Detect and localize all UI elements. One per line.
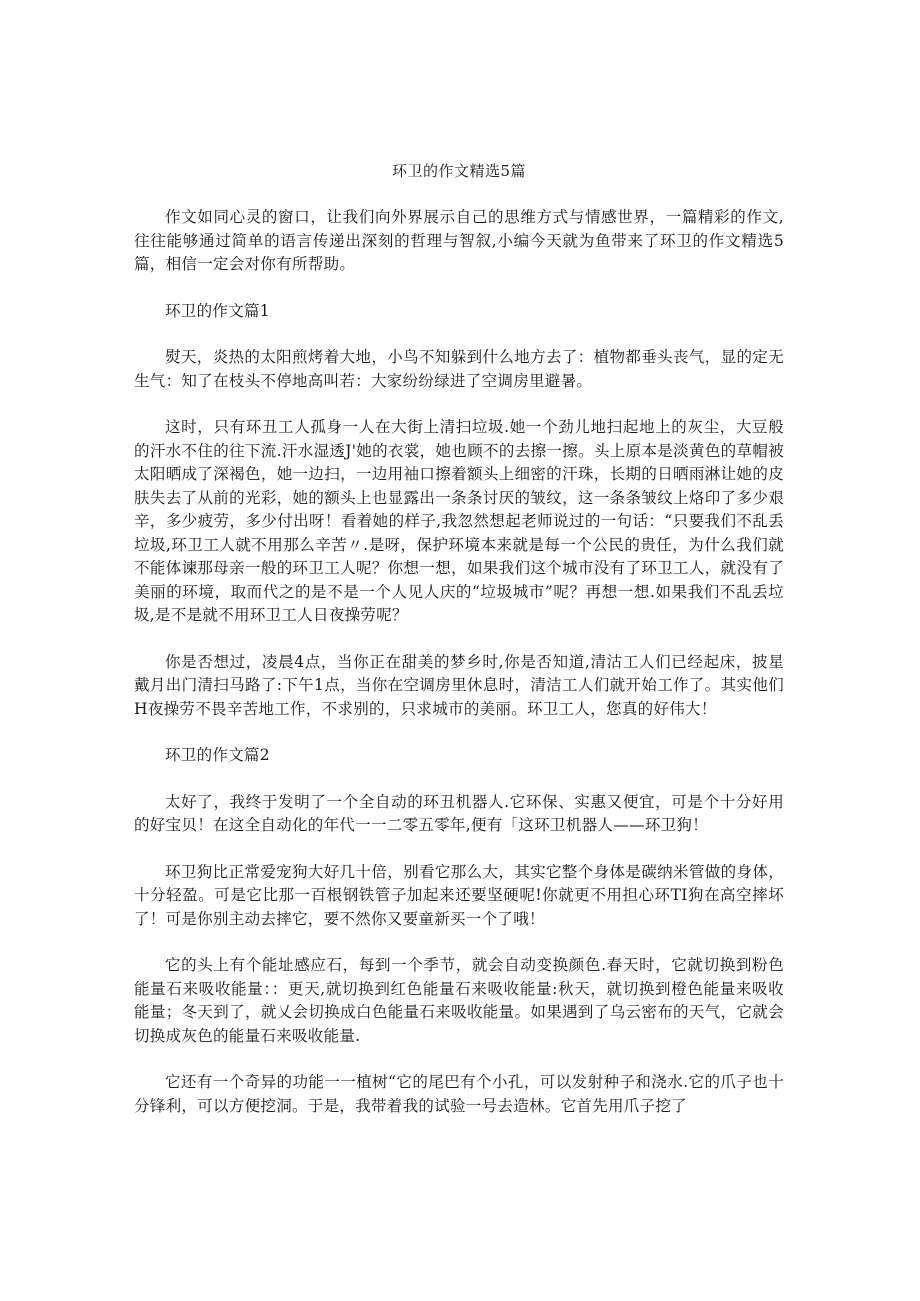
section-2-paragraph-1: 太好了，我终于发明了一个全自动的环丑机器人.它环保、实惠又便宜，可是个十分好用的好宝贝！在这全自动化的年代一一二零五零年,便有「这环卫机器人——环卫狗！ bbox=[134, 792, 784, 834]
section-heading-2: 环卫的作文篇2 bbox=[165, 746, 270, 764]
section-2-paragraph-2: 环卫狗比正常爱宠狗大好几十倍，别看它那么大，其实它整个身体是碳纳米管做的身体，十分轻盈。可是它比那一百根钢铁管子加起来还要坚硬呢!你就更不用担心环TI狗在高空摔坏了！可是你别主动去摔它，要不然你又要童新买一个了哦！ bbox=[134, 862, 784, 928]
intro-paragraph: 作文如同心灵的窗口，让我们向外界展示自己的思维方式与情感世界，一篇精彩的作文,往往能够通过简单的语言传递出深刻的哲理与智叙,小编今天就为鱼带来了环卫的作文精选5篇，相信一定会对你有所帮助。 bbox=[134, 208, 784, 273]
section-1-paragraph-3: 你是否想过，凌晨4点，当你正在甜美的梦乡时,你是否知道,清沽工人们已经起床，披星戴月出门清扫马路了:下午1点，当你在空调房里休息时，清洁工人们就开始工作了。其实他们H夜操劳不畏辛苦地工作，不求别的，只求城市的美丽。环卫工人，您真的好伟大！ bbox=[134, 652, 784, 718]
section-1-paragraph-2: 这时，只有环丑工人孤身一人在大街上清扫垃圾.她一个劲儿地扫起地上的灰尘，大豆般的汗水不住的往下流.汗水湿透J'她的衣裳，她也顾不的去擦一擦。头上原本是淡黄色的草帽被太阳晒成了深褐色，她一边扫，一边用袖口擦着额头上细密的汗珠，长期的日晒雨淋让她的皮肤失去了从前的光彩，她的额头上也显露出一条条讨厌的皱纹，这一条条皱纹上烙印了多少艰辛，多少疲劳，多少付出呀！看着她的样子,我忽然想起老师说过的一句话：“只要我们不乱丢垃圾,环卫工人就不用那么辛苦〃.是呀，保护环境本来就是每一个公民的贵任，为什么我们就不能体谏那母亲一般的环卫工人呢？你想一想，如果我们这个城市没有了环卫工人，就没有了美丽的环境，取而代之的是不是一个人见人庆的“垃圾城市”呢？再想一想.如果我们不乱丢垃圾,是不是就不用环卫工人日夜操劳呢？ bbox=[134, 418, 784, 624]
section-2-paragraph-3: 它的头上有个能址感应石，每到一个季节，就会自动变换颜色.春天时，它就切换到粉色能量石来吸收能量：：更天,就切换到红色能量石来吸收能量:秋天，就切换到橙色能量来吸收能量；冬天到了，就乂会切换成白色能量石来吸收能量。如果遇到了乌云密布的天气，它就会切换成灰色的能量石来吸收能量. bbox=[134, 956, 784, 1045]
document-page bbox=[134, 160, 784, 1141]
section-2-paragraph-4: 它还有一个奇异的功能一一植树“它的尾巴有个小孔，可以发射种子和浇水.它的爪子也十分锋利，可以方便挖洞。于是，我带着我的试验一号去造林。它首先用爪子挖了 bbox=[134, 1073, 784, 1115]
section-heading-1: 环卫的作文篇1 bbox=[165, 301, 270, 320]
document-title: 环卫的作文精选5篇 bbox=[391, 162, 527, 180]
section-1-paragraph-1: 熨天，炎热的太阳煎烤着大地，小鸟不知躲到什么地方去了：植物都垂头丧气，显的定无生气：知了在枝头不停地高叫若：大家纷纷绿进了空调房里避暑。 bbox=[134, 348, 784, 390]
